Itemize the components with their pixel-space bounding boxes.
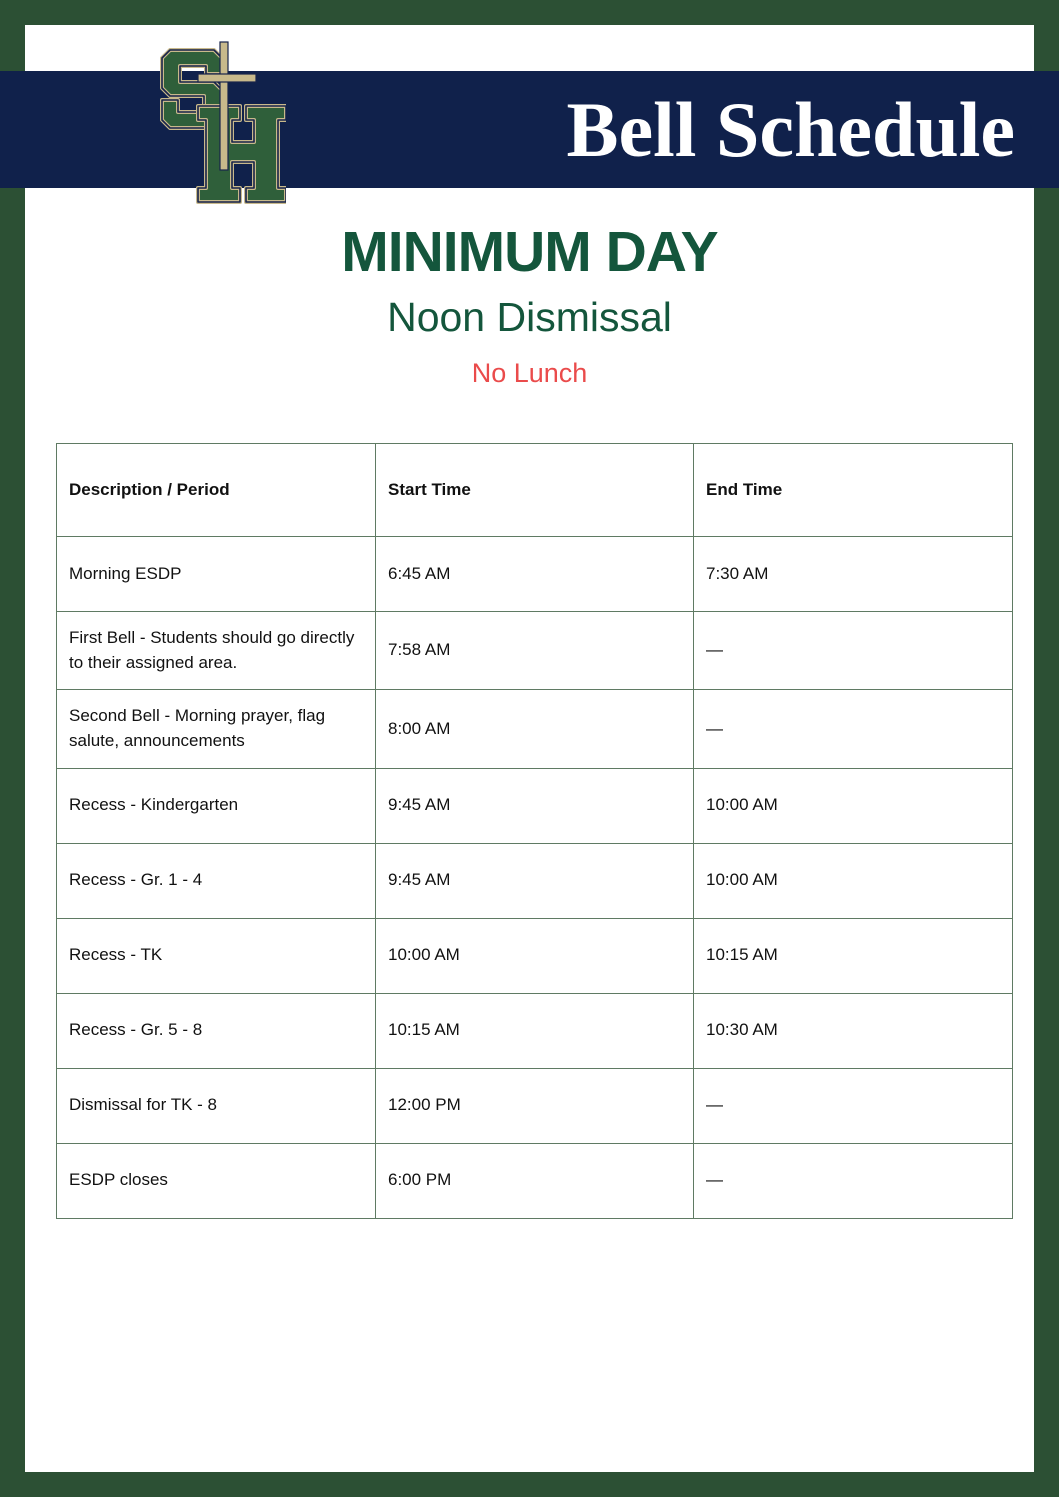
table-row [57,918,1013,993]
cell-end-time: 10:00 AM [694,843,1013,918]
cell-start-time: 6:45 AM [376,537,694,612]
cell-description: ESDP closes [57,1143,376,1218]
cell-end-time: 10:30 AM [694,993,1013,1068]
table-body [57,537,1013,1219]
cell-end-time: 10:15 AM [694,918,1013,993]
cell-start-time: 8:00 AM [376,690,694,768]
cell-start-time: 10:00 AM [376,918,694,993]
table-row [57,768,1013,843]
table-row [57,537,1013,612]
cell-description: Recess - Kindergarten [57,768,376,843]
page-title: Bell Schedule [566,85,1015,173]
cell-end-time: 7:30 AM [694,537,1013,612]
column-header-end-time: End Time [694,444,1013,537]
cell-description: Recess - Gr. 1 - 4 [57,843,376,918]
table-row [57,843,1013,918]
cell-start-time: 9:45 AM [376,768,694,843]
sacred-heart-sh-cross-monogram-icon [136,36,286,208]
cell-description: First Bell - Students should go directly to their assigned area. [57,612,376,690]
table-row [57,993,1013,1068]
cell-description: Morning ESDP [57,537,376,612]
schedule-table [56,443,1013,1219]
table-header-row [57,444,1013,537]
cell-end-time: — [694,1068,1013,1143]
cell-end-time: — [694,1143,1013,1218]
column-header-start-time: Start Time [376,444,694,537]
cell-description: Recess - Gr. 5 - 8 [57,993,376,1068]
schedule-type-title: MINIMUM DAY [341,220,718,284]
cell-end-time: — [694,612,1013,690]
table-row [57,1143,1013,1218]
table-row [57,1068,1013,1143]
schedule-note: No Lunch [471,357,588,388]
cell-end-time: 10:00 AM [694,768,1013,843]
cell-start-time: 10:15 AM [376,993,694,1068]
cell-end-time: — [694,690,1013,768]
column-header-description: Description / Period [57,444,376,537]
cell-start-time: 12:00 PM [376,1068,694,1143]
title-block [0,222,1059,389]
cell-start-time: 9:45 AM [376,843,694,918]
cell-start-time: 7:58 AM [376,612,694,690]
school-logo [136,36,286,208]
schedule-subtitle: Noon Dismissal [387,293,672,340]
schedule-table-container [56,443,1012,1219]
table-header [57,444,1013,537]
cell-description: Dismissal for TK - 8 [57,1068,376,1143]
table-row [57,612,1013,690]
cell-start-time: 6:00 PM [376,1143,694,1218]
cell-description: Recess - TK [57,918,376,993]
cell-description: Second Bell - Morning prayer, flag salute, announcements [57,690,376,768]
table-row [57,690,1013,768]
